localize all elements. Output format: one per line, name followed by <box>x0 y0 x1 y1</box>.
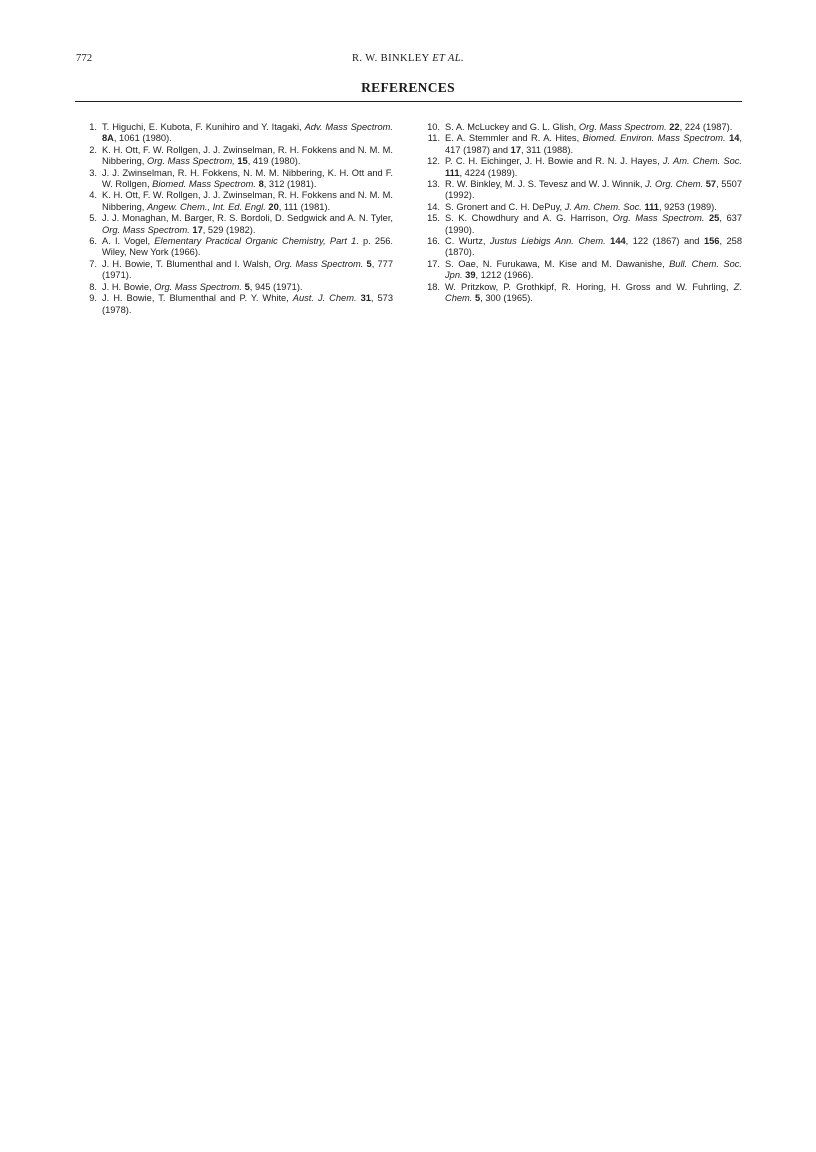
reference-number: 14. <box>427 201 440 212</box>
journal-title: Elementary Practical Organic Chemistry, Part 1 <box>154 236 357 247</box>
reference-fragment: , 945 (1971). <box>249 281 303 292</box>
journal-title: Justus Liebigs Ann. Chem. <box>489 236 606 247</box>
reference-number: 7. <box>89 258 97 269</box>
reference-fragment: S. K. Chowdhury and A. G. Harrison, <box>445 213 613 224</box>
reference-fragment: , 224 (1987). <box>679 122 733 132</box>
reference-item <box>423 259 742 282</box>
journal-title: Bull. Chem. Soc. Jpn. <box>445 258 742 281</box>
reference-number: 1. <box>89 122 97 132</box>
reference-fragment: , 1061 (1980). <box>113 133 172 144</box>
journal-title: J. Org. Chem. <box>645 179 704 190</box>
reference-fragment: . p. 256. Wiley, New York (1966). <box>102 236 393 258</box>
volume-number: 156 <box>703 236 720 247</box>
reference-number: 9. <box>89 293 97 304</box>
reference-fragment: , 529 (1982). <box>202 224 256 235</box>
reference-item <box>80 293 393 316</box>
reference-item <box>423 236 742 259</box>
reference-text <box>102 259 393 282</box>
reference-fragment: , 5507 (1992). <box>445 179 742 201</box>
journal-title: Angew. Chem., Int. Ed. Engl. <box>146 201 266 212</box>
journal-title: Org. Mass Spectrom. <box>154 281 243 292</box>
journal-title: Org. Mass Spectrom. <box>578 122 667 132</box>
volume-number: 25 <box>709 213 720 224</box>
reference-text <box>445 202 742 213</box>
reference-text <box>102 213 393 236</box>
reference-text <box>445 236 742 259</box>
reference-item <box>423 179 742 202</box>
reference-item <box>80 145 393 168</box>
journal-title: Org. Mass Spectrom. <box>612 213 705 224</box>
reference-number: 12. <box>427 156 440 167</box>
running-head-etal: ET AL. <box>432 53 464 64</box>
reference-item <box>423 213 742 236</box>
reference-fragment: R. W. Binkley, M. J. S. Tevesz and W. J. Winnik, <box>445 179 646 190</box>
volume-number: 17 <box>192 224 203 235</box>
reference-fragment: , 9253 (1989). <box>658 201 717 212</box>
volume-number: 15 <box>237 156 248 167</box>
reference-text <box>102 282 393 293</box>
volume-number: 17 <box>510 144 521 155</box>
reference-number: 5. <box>89 213 97 224</box>
reference-fragment: , 300 (1965). <box>480 293 533 304</box>
reference-text <box>102 145 393 168</box>
reference-fragment: , 258 (1870). <box>445 236 742 258</box>
reference-item <box>80 122 393 145</box>
reference-item <box>423 156 742 179</box>
reference-fragment: J. J. Monaghan, M. Barger, R. S. Bordoli, D. Sedgwick and A. N. Tyler, <box>102 213 393 224</box>
volume-number: 22 <box>669 122 680 132</box>
reference-text <box>445 213 742 236</box>
reference-fragment: , 111 (1981). <box>278 201 331 212</box>
journal-title: Org. Mass Spectrom, <box>146 156 235 167</box>
volume-number: 57 <box>705 179 717 190</box>
reference-fragment: J. J. Zwinselman, R. H. Fokkens, N. M. M. Nibbering, K. H. Ott and F. W. Rollgen, <box>102 167 393 190</box>
reference-fragment: E. A. Stemmler and R. A. Hites, <box>445 133 583 144</box>
reference-number: 18. <box>427 281 440 292</box>
reference-number: 11. <box>427 133 440 144</box>
reference-item <box>423 202 742 213</box>
journal-title: Org. Mass Spectrom. <box>102 224 190 235</box>
reference-item <box>80 213 393 236</box>
reference-item <box>423 282 742 305</box>
reference-text <box>445 133 742 156</box>
reference-fragment: , 312 (1981). <box>263 179 317 190</box>
reference-fragment: , 777 (1971). <box>102 258 393 281</box>
journal-title: Z. Chem. <box>445 281 742 304</box>
reference-number: 2. <box>89 144 97 155</box>
section-title: REFERENCES <box>361 80 455 95</box>
reference-number: 15. <box>427 213 440 224</box>
reference-fragment: J. H. Bowie, T. Blumenthal and I. Walsh, <box>102 258 275 269</box>
reference-text <box>445 156 742 179</box>
reference-fragment: , 637 (1990). <box>445 213 742 235</box>
reference-fragment: J. H. Bowie, T. Blumenthal and P. Y. White, <box>102 293 293 304</box>
reference-text <box>102 168 393 191</box>
volume-number: 20 <box>268 201 279 212</box>
references-left-column <box>80 122 393 316</box>
reference-fragment: , 417 (1987) and <box>445 133 742 155</box>
reference-text <box>445 179 742 202</box>
reference-fragment: W. Pritzkow, P. Grothkipf, R. Horing, H. Gross and W. Fuhrling, <box>445 281 734 292</box>
journal-title: J. Am. Chem. Soc. <box>564 201 642 212</box>
volume-number: 5 <box>366 258 372 269</box>
reference-fragment: , 122 (1867) and <box>625 236 704 247</box>
reference-text <box>102 190 393 213</box>
reference-text <box>102 236 393 259</box>
volume-number: 39 <box>465 270 476 281</box>
reference-fragment: , 4224 (1989). <box>459 167 518 178</box>
running-head <box>0 53 816 64</box>
reference-number: 16. <box>427 236 440 247</box>
reference-fragment: , 1212 (1966). <box>475 270 534 281</box>
reference-fragment: S. A. McLuckey and G. L. Glish, <box>445 122 579 132</box>
reference-fragment: S. Gronert and C. H. DePuy, <box>445 201 565 212</box>
running-head-authors: R. W. BINKLEY <box>352 53 430 64</box>
volume-number: 31 <box>360 293 371 304</box>
journal-title: J. Am. Chem. Soc. <box>662 156 742 167</box>
volume-number: 111 <box>644 201 659 212</box>
journal-title: Aust. J. Chem. <box>292 293 357 304</box>
volume-number: 111 <box>445 167 460 178</box>
volume-number: 14 <box>729 133 740 144</box>
reference-item <box>80 259 393 282</box>
reference-number: 10. <box>427 122 440 132</box>
journal-title: Biomed. Mass Spectrom. <box>152 179 256 190</box>
reference-item <box>80 168 393 191</box>
journal-title: Biomed. Environ. Mass Spectrom. <box>582 133 726 144</box>
reference-text <box>102 122 393 145</box>
volume-number: 5 <box>474 293 481 304</box>
volume-number: 144 <box>610 236 626 247</box>
reference-number: 6. <box>89 236 97 247</box>
reference-number: 13. <box>427 179 440 190</box>
reference-text <box>102 293 393 316</box>
volume-number: 8A <box>102 133 114 144</box>
reference-number: 3. <box>89 167 97 178</box>
references-right-column <box>423 122 742 305</box>
reference-fragment: , 573 (1978). <box>102 293 393 315</box>
reference-fragment: , 419 (1980). <box>247 156 301 167</box>
journal-title: Org. Mass Spectrom. <box>274 258 364 269</box>
reference-text <box>445 259 742 282</box>
reference-item <box>80 190 393 213</box>
reference-number: 17. <box>427 258 440 269</box>
reference-text <box>445 282 742 305</box>
reference-number: 4. <box>89 190 97 201</box>
reference-fragment: C. Wurtz, <box>445 236 490 247</box>
reference-fragment: K. H. Ott, F. W. Rollgen, J. J. Zwinselman, R. H. Fokkens and N. M. M. Nibbering, <box>102 144 393 167</box>
journal-title: Adv. Mass Spectrom. <box>304 122 393 132</box>
reference-item <box>423 133 742 156</box>
reference-fragment: , 311 (1988). <box>521 144 574 155</box>
reference-text <box>445 122 742 133</box>
reference-item <box>80 236 393 259</box>
reference-fragment: K. H. Ott, F. W. Rollgen, J. J. Zwinselman, R. H. Fokkens and N. M. M. Nibbering, <box>102 190 393 212</box>
reference-fragment: S. Oae, N. Furukawa, M. Kise and M. Dawanishe, <box>445 258 670 269</box>
reference-fragment: P. C. H. Eichinger, J. H. Bowie and R. N. J. Hayes, <box>445 156 663 167</box>
volume-number: 5 <box>244 281 250 292</box>
reference-fragment: A. I. Vogel, <box>102 236 155 247</box>
reference-fragment: T. Higuchi, E. Kubota, F. Kunihiro and Y. Itagaki, <box>102 122 305 132</box>
reference-fragment: J. H. Bowie, <box>102 281 155 292</box>
header-rule <box>75 101 742 102</box>
reference-number: 8. <box>89 281 97 292</box>
volume-number: 8 <box>258 179 264 190</box>
page-number: 772 <box>76 53 93 64</box>
reference-item <box>423 122 742 133</box>
reference-item <box>80 282 393 293</box>
